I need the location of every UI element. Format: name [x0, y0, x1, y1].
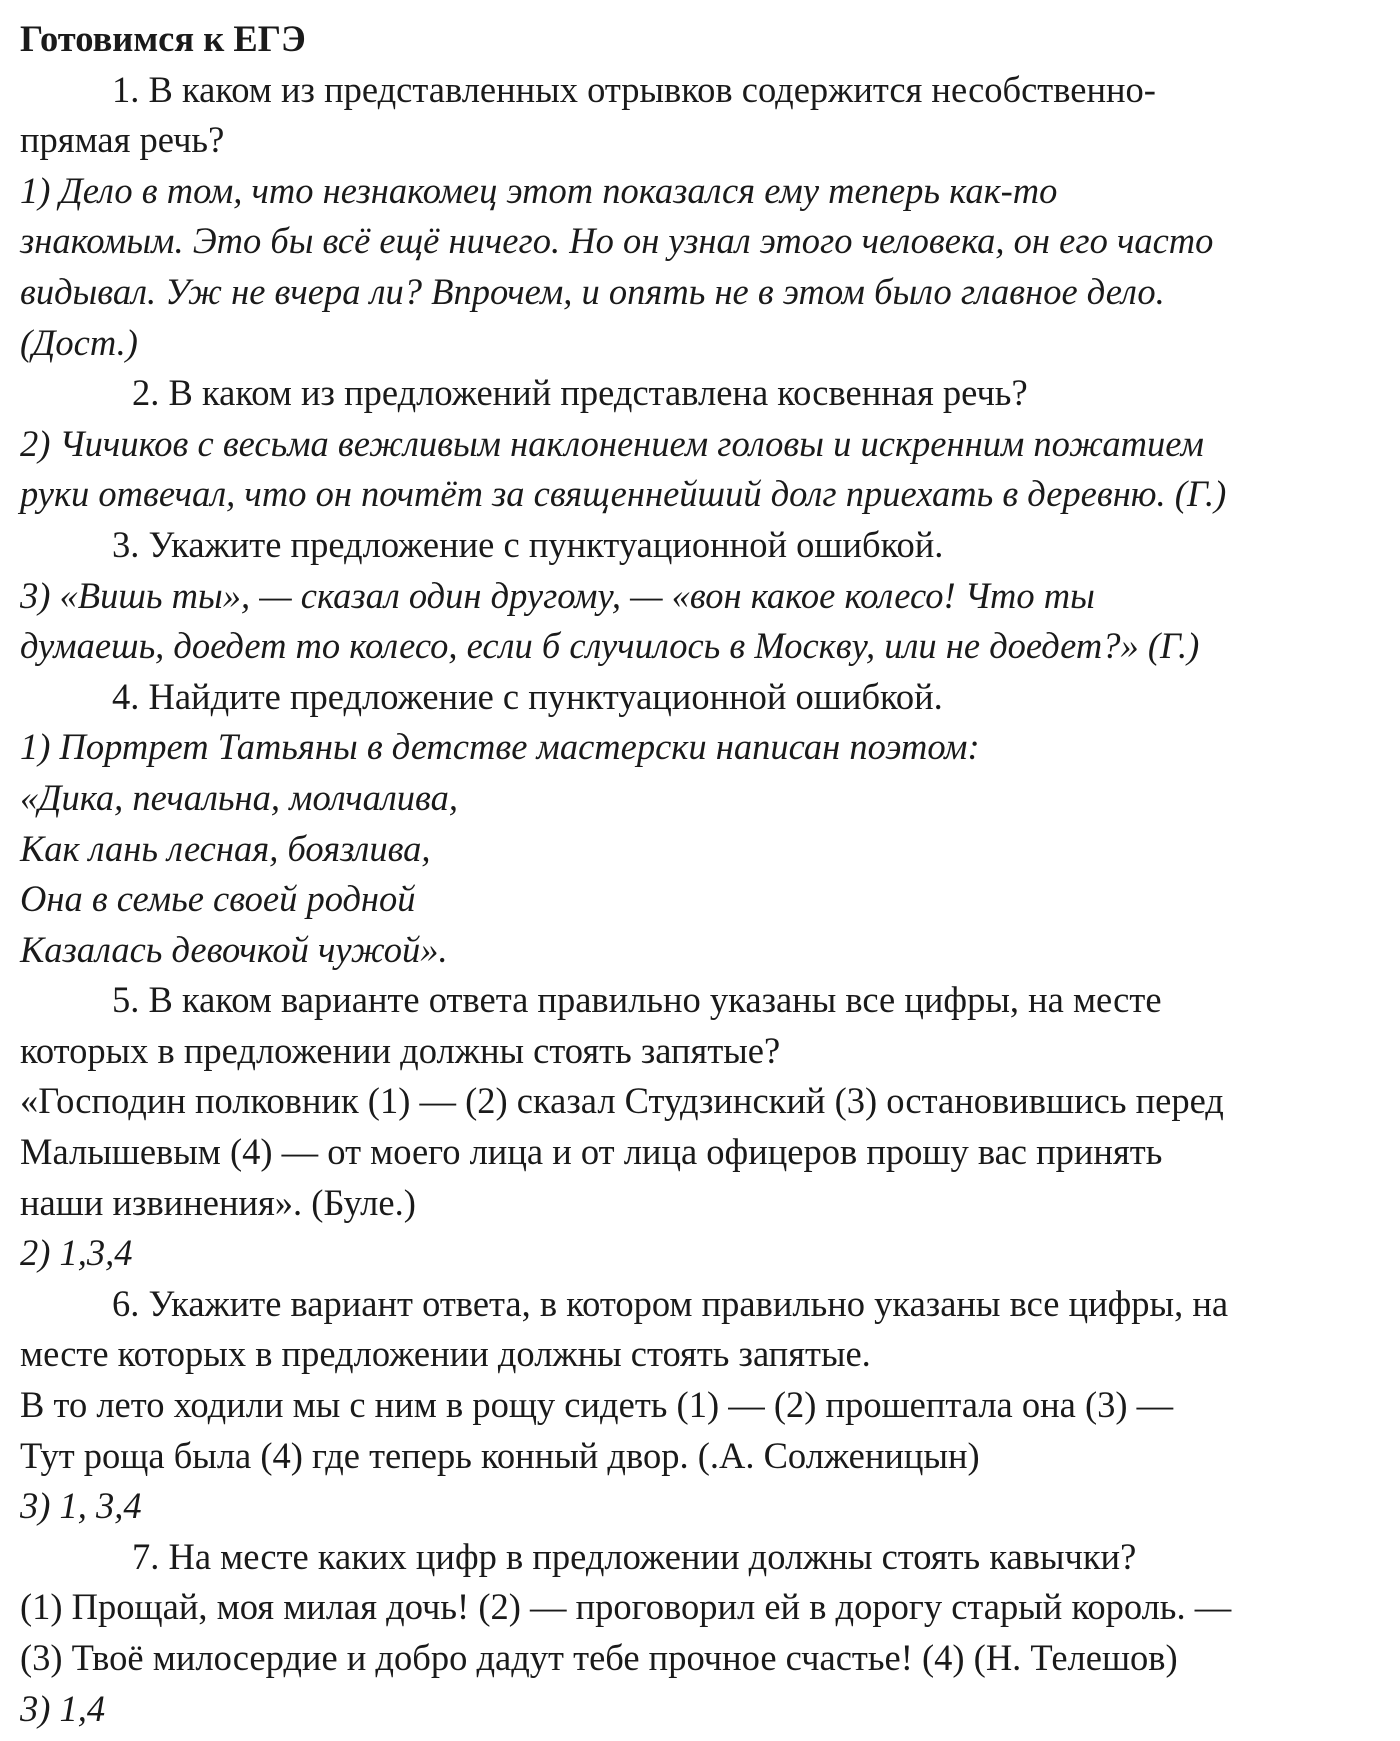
question-7-sentence-cont: (3) Твоё милосердие и добро дадут тебе прочное счастье! (4) (Н. Телешов) — [20, 1637, 1178, 1678]
question-4-text: 4. Найдите предложение с пунктуационной ошибкой. — [112, 675, 943, 717]
question-5-sentence: «Господин полковник (1) — (2) сказал Студзинский (3) остановившись перед — [20, 1080, 1224, 1122]
answer-2-text-cont: руки отвечал, что он почтёт за священнейший долг приехать в деревню. (Г.) — [20, 473, 1227, 515]
poem-line: «Дика, печальна, молчалива, — [20, 776, 459, 818]
question-7-text: 7. На месте каких цифр в предложении должны стоять кавычки? — [132, 1535, 1137, 1577]
question-1-text: 1. В каком из представленных отрывков содержится несобственно- — [112, 68, 1156, 110]
question-6-sentence: В то лето ходили мы с ним в рощу сидеть (1) — (2) прошептала она (3) — — [20, 1384, 1174, 1426]
answer-3-text-cont: думаешь, доедет то колесо, если б случилось в Москву, или не доедет?» (Г.) — [20, 625, 1200, 667]
question-3-text: 3. Укажите предложение с пунктуационной ошибкой. — [112, 523, 944, 565]
answer-1-text-cont: видывал. Уж не вчера ли? Впрочем, и опять не в этом было главное дело. — [20, 270, 1165, 312]
answer-7: 3) 1,4 — [20, 1687, 106, 1729]
poem-line: Она в семье своей родной — [20, 878, 416, 920]
question-6-text: 6. Укажите вариант ответа, в котором правильно указаны все цифры, на — [112, 1282, 1229, 1324]
answer-6: 3) 1, 3,4 — [20, 1485, 142, 1527]
question-6-text-cont: месте которых в предложении должны стоять запятые. — [20, 1333, 871, 1375]
answer-1-text-cont: знакомым. Это бы всё ещё ничего. Но он узнал этого человека, он его часто — [20, 220, 1214, 262]
question-5-sentence-cont: Малышевым (4) — от моего лица и от лица офицеров прошу вас принять — [20, 1131, 1163, 1173]
question-6-sentence-cont: Тут роща была (4) где теперь конный двор. (.А. Солженицын) — [20, 1434, 980, 1476]
question-5-text: 5. В каком варианте ответа правильно указаны все цифры, на месте — [112, 979, 1162, 1021]
question-7-sentence: (1) Прощай, моя милая дочь! (2) — проговорил ей в дорогу старый король. — — [20, 1586, 1232, 1628]
question-5-sentence-cont: наши извинения». (Буле.) — [20, 1181, 416, 1223]
answer-3-text: 3) «Вишь ты», — сказал один другому, — «вон какое колесо! Что ты — [20, 574, 1095, 616]
poem-line: Казалась девочкой чужой». — [20, 928, 448, 970]
question-1-text-cont: прямая речь? — [20, 119, 225, 161]
document-page — [20, 14, 1385, 1734]
answer-1-source: (Дост.) — [20, 321, 138, 363]
poem-line: Как лань лесная, боязлива, — [20, 827, 431, 869]
question-5-text-cont: которых в предложении должны стоять запятые? — [20, 1029, 781, 1071]
answer-1-text: 1) Дело в том, что незнакомец этот показался ему теперь как-то — [20, 169, 1058, 211]
document-title: Готовимся к ЕГЭ — [20, 18, 306, 59]
question-2-text: 2. В каком из предложений представлена косвенная речь? — [132, 372, 1028, 414]
answer-5: 2) 1,3,4 — [20, 1232, 133, 1274]
answer-2-text: 2) Чичиков с весьма вежливым наклонением головы и искренним пожатием — [20, 422, 1204, 464]
answer-4-text: 1) Портрет Татьяны в детстве мастерски написан поэтом: — [20, 726, 980, 768]
